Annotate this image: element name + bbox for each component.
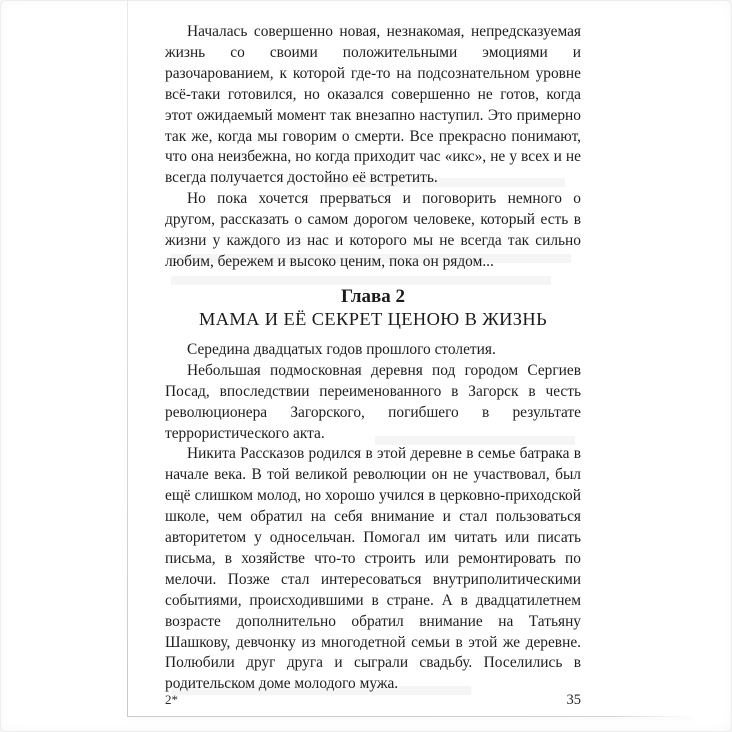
signature-mark: 2* bbox=[165, 692, 178, 707]
text-column bbox=[165, 22, 581, 695]
page-bottom-edge bbox=[127, 716, 693, 717]
paragraph: Никита Рассказов родился в этой деревне в семье батрака в начале века. В той великой революции он не участвовал, был ещё слишком молод, но хорошо учился в церковно-приходской школе, чем обратил на себя внимание и стал пользоваться авторитетом у односельчан. Помогал им читать или писать письма, в хозяйстве что-то строить или ремонтировать по мелочи. Позже стал интересоваться внутриполитическими событиями, происходившими в стране. А в двадцатилетнем возрасте дополнительно обратил внимание на Татьяну Шашкову, девчонку из многодетной семьи в этой же деревне. Полюбили друг друга и сыграли свадьбу. Поселились в родительском доме молодого мужа. bbox=[165, 445, 581, 693]
page-footer bbox=[165, 692, 581, 709]
page-left-edge bbox=[127, 0, 128, 717]
paragraph: Небольшая подмосковная деревня под городом Сергиев Посад, впоследствии переименованного в Загорск в честь революционера Загорского, погибшего в результате террористического акта. bbox=[165, 361, 581, 442]
paragraph: Середина двадцатых годов прошлого столетия. bbox=[187, 340, 496, 358]
paragraph: Началась совершенно новая, незнакомая, непредсказуемая жизнь со своими положительными эмоциями и разочарованием, к которой где-то на подсознательном уровне всё-таки готовился, но оказался совершенно не готов, когда этот ожидаемый момент так внезапно наступил. Это примерно так же, когда мы говорим о смерти. Все прекрасно понимают, что она неизбежна, но когда приходит час «икс», не у всех и не всегда получается достойно её встретить. bbox=[165, 23, 581, 187]
page-number: 35 bbox=[566, 692, 581, 708]
chapter-title: МАМА И ЕЁ СЕКРЕТ ЦЕНОЮ В ЖИЗНЬ bbox=[198, 308, 548, 329]
chapter-heading bbox=[165, 285, 581, 331]
chapter-label: Глава 2 bbox=[340, 285, 406, 307]
paragraph: Но пока хочется прерваться и поговорить немного о другом, рассказать о самом дорогом человеке, который есть в жизни у каждого из нас и которого мы не всегда так сильно любим, бережем и высоко ценим, пока он рядом... bbox=[165, 190, 581, 270]
